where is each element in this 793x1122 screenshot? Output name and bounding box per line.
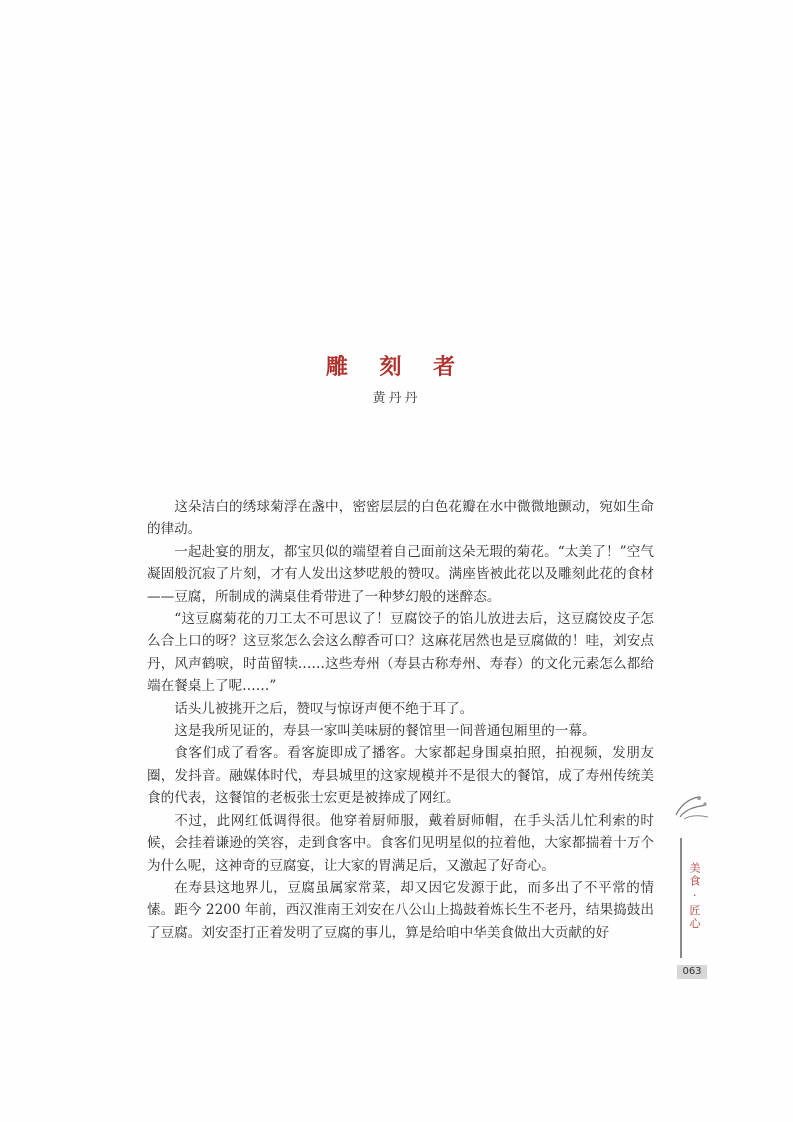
paragraph-6: 食客们成了看客。看客旋即成了播客。大家都起身围桌拍照，拍视频，发朋友圈，发抖音。融媒体时代，寿县城里的这家规模并不是很大的餐馆，成了寿州传统美食的代表，这餐馆的老板张士宏更是被捧成了网红。 xyxy=(147,745,654,807)
paragraph-7: 不过，此网红低调得很。他穿着厨师服，戴着厨师帽，在手头活儿忙利索的时候，会挂着谦逊的笑容，走到食客中。食客们见明星似的拉着他，大家都揣着十万个为什么呢，这神奇的豆腐宴，让大家的胃满足后，又激起了好奇心。 xyxy=(147,812,654,874)
section-label: 美食 · 匠心 xyxy=(688,862,701,931)
orchid-ornament-icon xyxy=(672,793,712,823)
page-number: 063 xyxy=(677,965,707,979)
paragraph-2: 一起赴宴的朋友，都宝贝似的端望着自己面前这朵无瑕的菊花。“太美了！”空气凝固般沉寂了片刻，才有人发出这梦呓般的赞叹。满座皆被此花以及雕刻此花的食材——豆腐，所制成的满桌佳肴带进了一种梦幻般的迷醉态。 xyxy=(147,543,654,605)
article-author: 黄丹丹 xyxy=(372,391,421,406)
article-title: 雕 刻 者 xyxy=(325,354,468,380)
article-body xyxy=(147,496,654,944)
paragraph-5: 这是我所见证的，寿县一家叫美味厨的餐馆里一间普通包厢里的一幕。 xyxy=(174,723,596,740)
paragraph-1: 这朵洁白的绣球菊浮在盏中，密密层层的白色花瓣在水中微微地颤动，宛如生命的律动。 xyxy=(147,499,654,538)
paragraph-3: “这豆腐菊花的刀工太不可思议了！豆腐饺子的馅儿放进去后，这豆腐饺皮子怎么合上口的呀？这豆浆怎么会这么醇香可口？这麻花居然也是豆腐做的！哇，刘安点丹，风声鹤唳，时苗留犊……这些寿州（寿县古称寿州、寿春）的文化元素怎么都给端在餐桌上了呢……” xyxy=(147,611,654,695)
paragraph-8: 在寿县这地界儿，豆腐虽属家常菜，却又因它发源于此，而多出了不平常的情愫。距今 2200 年前，西汉淮南王刘安在八公山上捣鼓着炼长生不老丹，结果捣鼓出了豆腐。刘安歪打正着发明了豆腐的事儿，算是给咱中华美食做出大贡献的好 xyxy=(147,879,654,941)
paragraph-4: 话头儿被挑开之后，赞叹与惊讶声便不绝于耳了。 xyxy=(174,700,474,717)
